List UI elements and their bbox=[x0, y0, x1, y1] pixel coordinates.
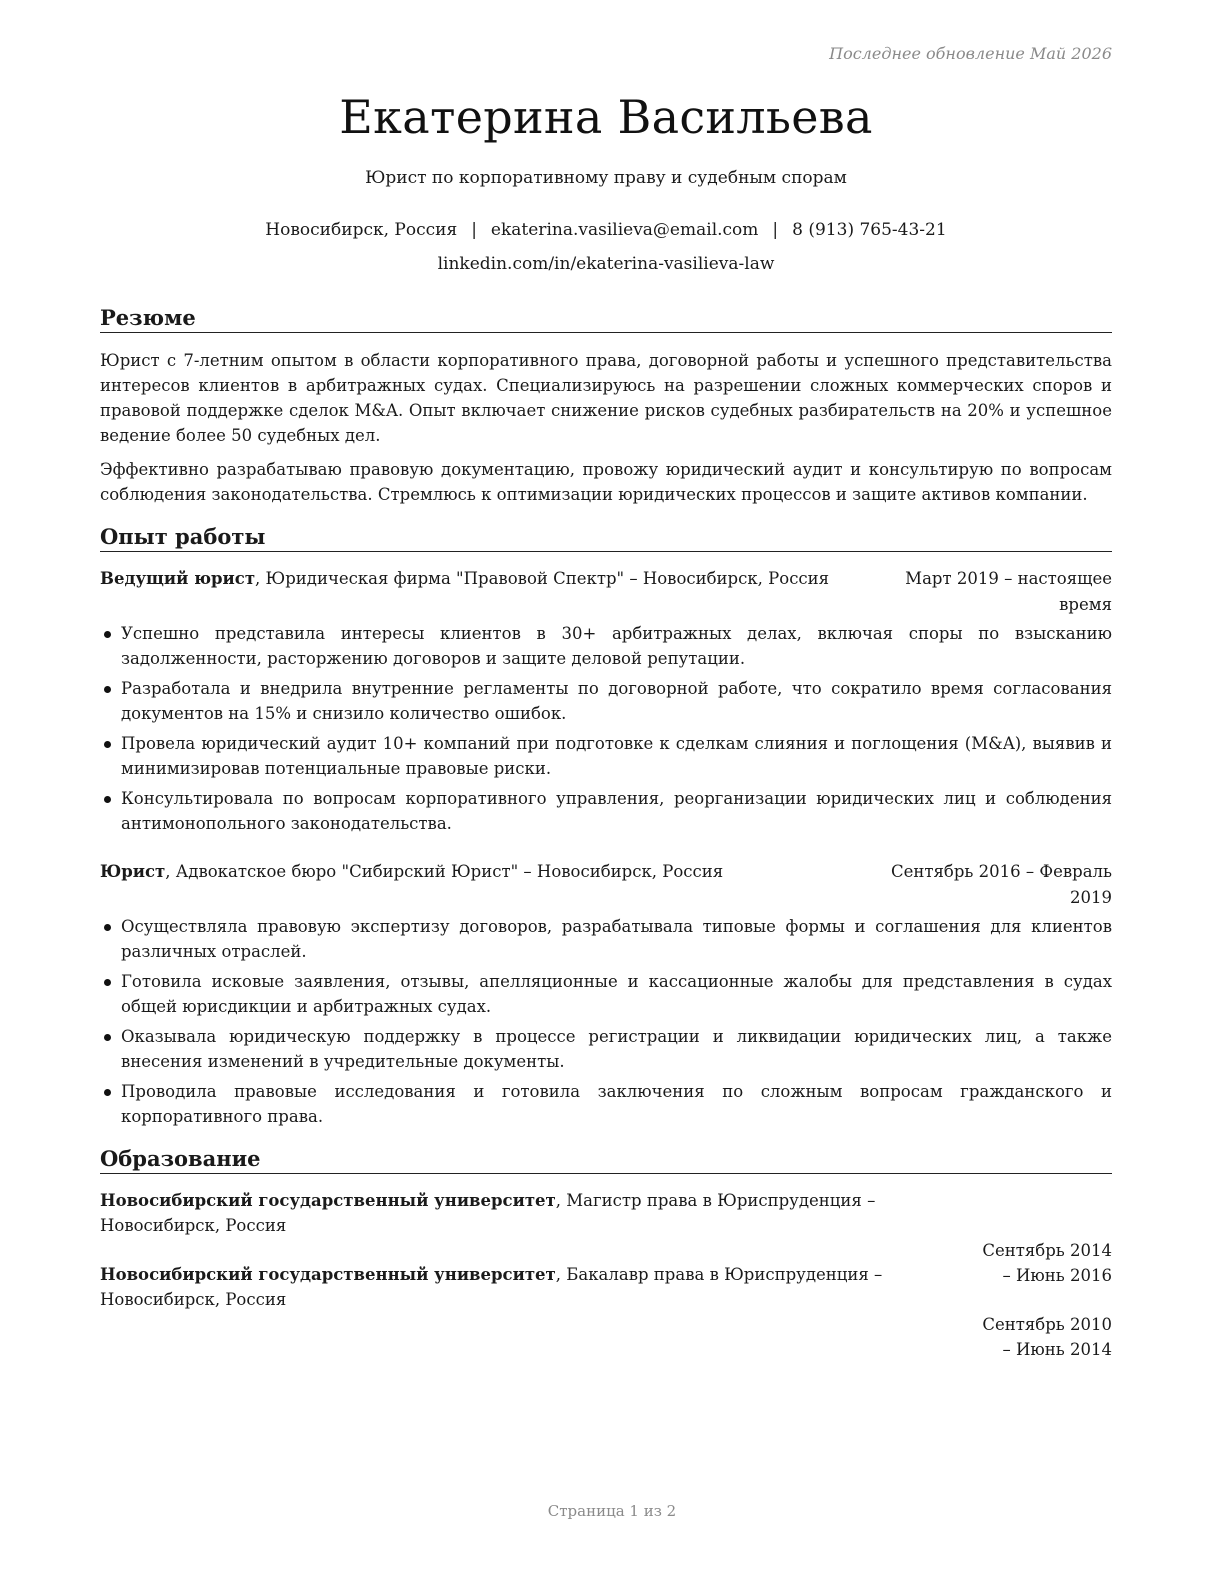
list-item: Провела юридический аудит 10+ компаний при подготовке к сделкам слияния и поглощения (M&A), выявив и минимизировав потенциальные правовые риски. bbox=[100, 731, 1112, 781]
candidate-name: Екатерина Васильева bbox=[339, 90, 873, 144]
contact-phone[interactable]: 8 (913) 765-43-21 bbox=[792, 220, 947, 240]
job-org: , Адвокатское бюро "Сибирский Юрист" – Новосибирск, Россия bbox=[165, 862, 724, 881]
section-title-summary: Резюме bbox=[100, 305, 1112, 333]
job-role-line bbox=[100, 566, 860, 592]
list-item: Успешно представила интересы клиентов в 30+ арбитражных делах, включая споры по взысканию задолженности, расторжению договоров и защите деловой репутации. bbox=[100, 621, 1112, 671]
summary-paragraph-2: Эффективно разрабатываю правовую документацию, провожу юридический аудит и консультирую по вопросам соблюдения законодательства. Стремлюсь к оптимизации юридических процессов и защите активов компании. bbox=[100, 460, 1112, 504]
education-degree: , Магистр права в Юриспруденция – Новосибирск, Россия bbox=[100, 1191, 876, 1235]
contact-city: Новосибирск, Россия bbox=[265, 220, 458, 240]
education-entry bbox=[100, 1262, 1112, 1362]
list-item: Проводила правовые исследования и готовила заключения по сложным вопросам гражданского и корпоративного права. bbox=[100, 1079, 1112, 1129]
candidate-title: Юрист по корпоративному праву и судебным спорам bbox=[365, 168, 847, 188]
contact-separator: | bbox=[471, 220, 477, 240]
education-school: Новосибирский государственный университет bbox=[100, 1191, 556, 1210]
list-item: Оказывала юридическую поддержку в процессе регистрации и ликвидации юридических лиц, а также внесения изменений в учредительные документы. bbox=[100, 1024, 1112, 1074]
contact-separator: | bbox=[772, 220, 779, 240]
contact-line bbox=[100, 220, 1112, 240]
education-line bbox=[100, 1188, 980, 1238]
list-item: Консультировала по вопросам корпоративного управления, реорганизации юридических лиц и соблюдения антимонопольного законодательства. bbox=[100, 786, 1112, 836]
page-number: Страница 1 из 2 bbox=[547, 1502, 677, 1520]
education-line bbox=[100, 1262, 980, 1312]
job-header bbox=[100, 566, 1112, 618]
summary-paragraph-1: Юрист с 7-летним опытом в области корпоративного права, договорной работы и успешного представительства интересов клиентов в арбитражных судах. Специализируюсь на разрешении сложных коммерческих споров и правовой поддержке сделок M&A. Опыт включает снижение рисков судебных разбирательств на 20% и успешное ведение более 50 судебных дел. bbox=[100, 351, 1112, 445]
last-updated-note: Последнее обновление Май 2026 bbox=[829, 44, 1112, 63]
list-item: Готовила исковые заявления, отзывы, апелляционные и кассационные жалобы для представления в судах общей юрисдикции и арбитражных судах. bbox=[100, 969, 1112, 1019]
education-dates: Сентябрь 2010 – Июнь 2014 bbox=[982, 1315, 1112, 1359]
job-org: , Юридическая фирма "Правовой Спектр" – Новосибирск, Россия bbox=[255, 569, 830, 588]
contact-email[interactable]: ekaterina.vasilieva@email.com bbox=[490, 220, 759, 240]
list-item: Разработала и внедрила внутренние регламенты по договорной работе, что сократило время согласования документов на 15% и снизило количество ошибок. bbox=[100, 676, 1112, 726]
job-role: Ведущий юрист bbox=[100, 569, 256, 588]
job-bullets bbox=[100, 914, 1112, 1134]
job-role: Юрист bbox=[100, 862, 166, 881]
job-dates: Март 2019 – настоящее время bbox=[905, 569, 1112, 614]
contact-linkedin[interactable]: linkedin.com/in/ekaterina-vasilieva-law bbox=[437, 254, 775, 274]
job-bullets bbox=[100, 621, 1112, 841]
job-role-line bbox=[100, 859, 860, 885]
education-degree: , Бакалавр права в Юриспруденция – Новосибирск, Россия bbox=[100, 1265, 883, 1309]
list-item: Осуществляла правовую экспертизу договоров, разрабатывала типовые формы и соглашения для клиентов различных отраслей. bbox=[100, 914, 1112, 964]
job-dates: Сентябрь 2016 – Февраль 2019 bbox=[891, 862, 1112, 907]
education-school: Новосибирский государственный университет bbox=[100, 1265, 556, 1284]
section-title-education: Образование bbox=[100, 1146, 1112, 1174]
job-header bbox=[100, 859, 1112, 911]
education-dates: Сентябрь 2014 – Июнь 2016 bbox=[982, 1241, 1112, 1285]
section-title-experience: Опыт работы bbox=[100, 524, 1112, 552]
